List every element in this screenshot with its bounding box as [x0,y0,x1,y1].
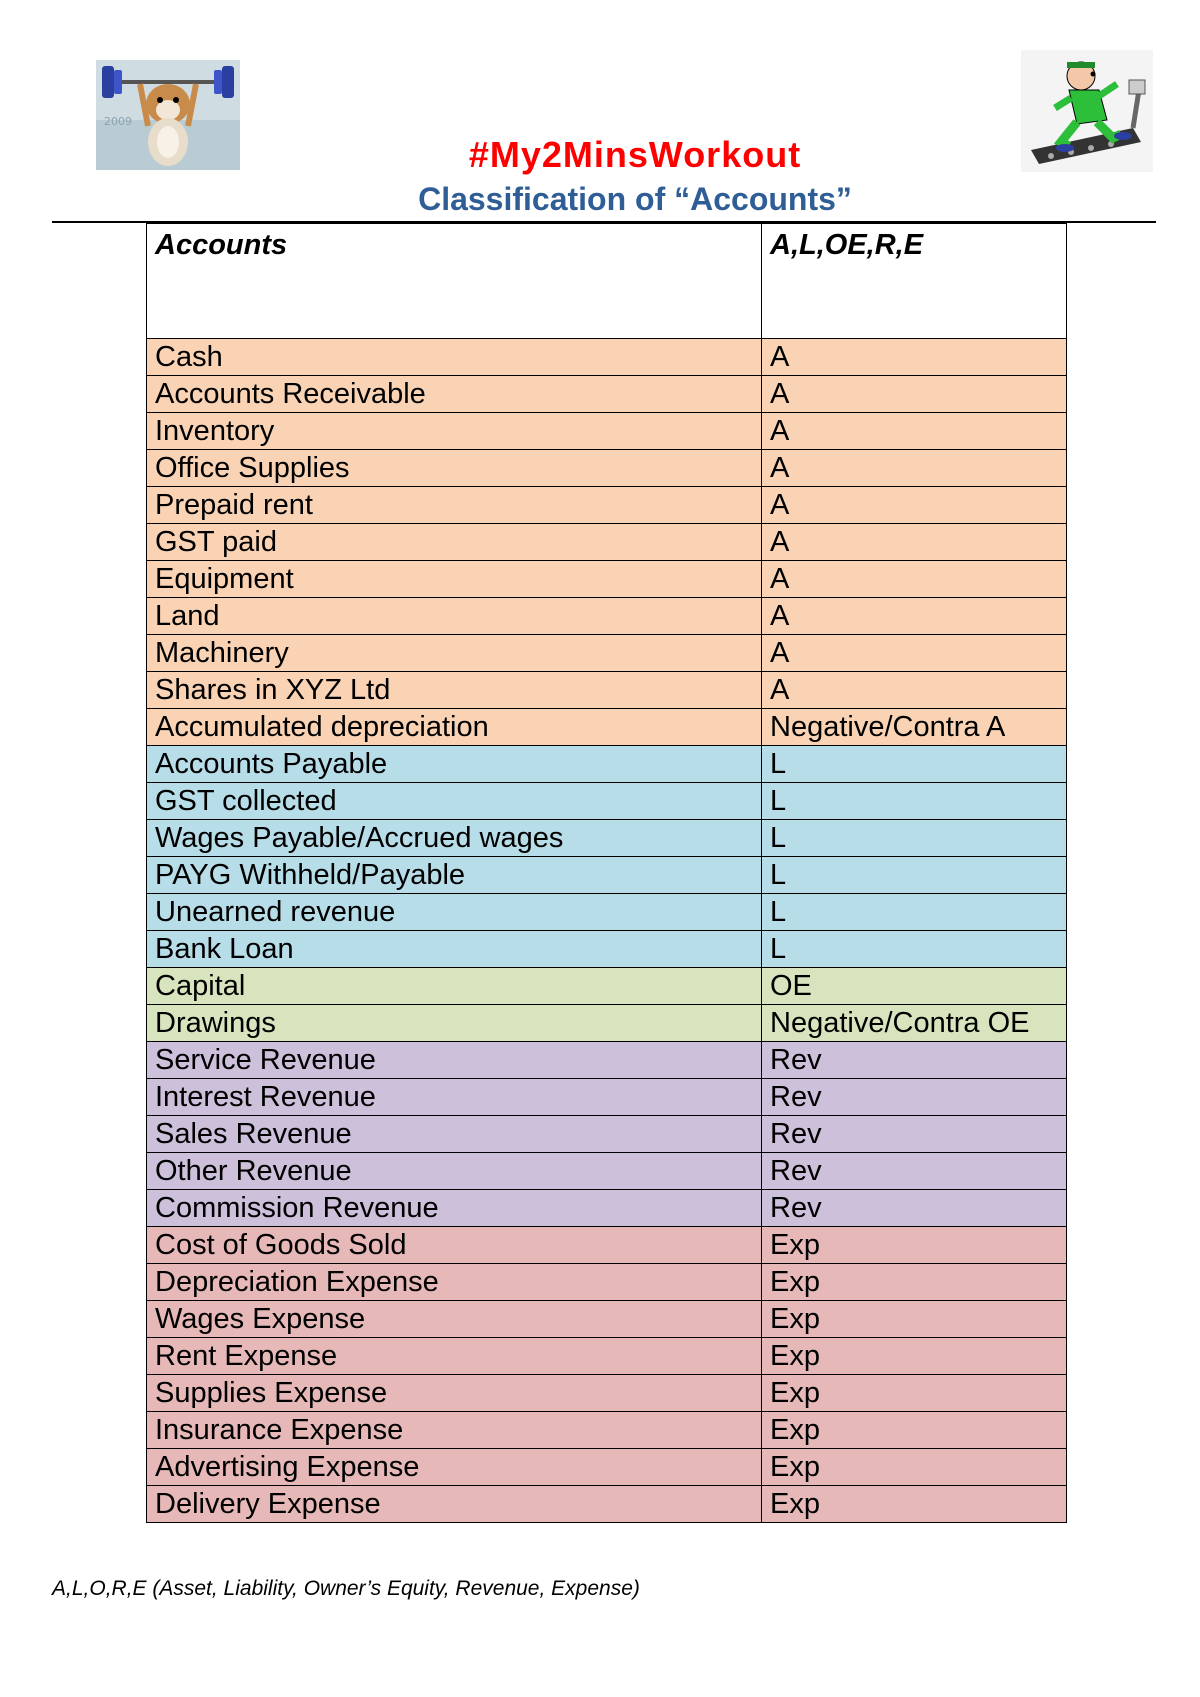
table-row [147,561,1067,598]
table-row [147,1486,1067,1523]
classification-cell: A [762,450,1067,487]
classification-cell: A [762,672,1067,709]
column-header-classification: A,L,OE,R,E [762,224,1067,339]
classification-cell: Negative/Contra A [762,709,1067,746]
classification-cell: Rev [762,1116,1067,1153]
account-name-cell: GST paid [147,524,762,561]
classification-cell: Rev [762,1153,1067,1190]
column-header-accounts: Accounts [147,224,762,339]
classification-cell: L [762,783,1067,820]
table-row [147,709,1067,746]
account-name-cell: Wages Expense [147,1301,762,1338]
classification-cell: A [762,376,1067,413]
classification-cell: Exp [762,1412,1067,1449]
classification-cell: OE [762,968,1067,1005]
account-name-cell: Inventory [147,413,762,450]
classification-cell: Exp [762,1301,1067,1338]
table-row [147,413,1067,450]
account-name-cell: Interest Revenue [147,1079,762,1116]
table-row [147,1338,1067,1375]
account-name-cell: Commission Revenue [147,1190,762,1227]
classification-cell: L [762,894,1067,931]
account-name-cell: Prepaid rent [147,487,762,524]
table-row [147,1412,1067,1449]
classification-cell: L [762,820,1067,857]
classification-cell: Exp [762,1264,1067,1301]
page-title: #My2MinsWorkout [468,134,802,175]
table-row [147,635,1067,672]
classification-cell: Exp [762,1486,1067,1523]
classification-cell: A [762,339,1067,376]
account-name-cell: Accumulated depreciation [147,709,762,746]
account-name-cell: Unearned revenue [147,894,762,931]
account-name-cell: Bank Loan [147,931,762,968]
table-row [147,672,1067,709]
account-name-cell: PAYG Withheld/Payable [147,857,762,894]
classification-cell: A [762,635,1067,672]
accounts-classification-table [146,223,1067,1523]
account-name-cell: Other Revenue [147,1153,762,1190]
account-name-cell: Supplies Expense [147,1375,762,1412]
account-name-cell: Accounts Payable [147,746,762,783]
table-row [147,1190,1067,1227]
classification-cell: Rev [762,1079,1067,1116]
table-row [147,783,1067,820]
account-name-cell: Service Revenue [147,1042,762,1079]
table-row [147,1079,1067,1116]
table-row [147,1042,1067,1079]
classification-cell: Rev [762,1042,1067,1079]
account-name-cell: Land [147,598,762,635]
table-body [147,339,1067,1523]
table-row [147,524,1067,561]
account-name-cell: Insurance Expense [147,1412,762,1449]
classification-cell: Negative/Contra OE [762,1005,1067,1042]
footnote: A,L,O,R,E (Asset, Liability, Owner’s Equity, Revenue, Expense) [52,1577,640,1600]
classification-cell: Rev [762,1190,1067,1227]
account-name-cell: Cash [147,339,762,376]
table-row [147,1153,1067,1190]
account-name-cell: Drawings [147,1005,762,1042]
table-row [147,857,1067,894]
classification-cell: L [762,746,1067,783]
table-row [147,894,1067,931]
classification-cell: A [762,413,1067,450]
classification-cell: A [762,524,1067,561]
table-row [147,1005,1067,1042]
table-row [147,1116,1067,1153]
account-name-cell: GST collected [147,783,762,820]
table-row [147,820,1067,857]
classification-cell: L [762,931,1067,968]
classification-cell: Exp [762,1449,1067,1486]
account-name-cell: Machinery [147,635,762,672]
account-name-cell: Equipment [147,561,762,598]
svg-text:2009: 2009 [104,115,132,128]
account-name-cell: Capital [147,968,762,1005]
table-row [147,1227,1067,1264]
account-name-cell: Sales Revenue [147,1116,762,1153]
table-row [147,1301,1067,1338]
account-name-cell: Office Supplies [147,450,762,487]
table-row [147,487,1067,524]
table-row [147,339,1067,376]
account-name-cell: Shares in XYZ Ltd [147,672,762,709]
table-row [147,1449,1067,1486]
account-name-cell: Accounts Receivable [147,376,762,413]
table-row [147,968,1067,1005]
table-row [147,598,1067,635]
classification-cell: Exp [762,1227,1067,1264]
classification-cell: A [762,598,1067,635]
table-row [147,376,1067,413]
classification-cell: A [762,487,1067,524]
account-name-cell: Depreciation Expense [147,1264,762,1301]
classification-cell: L [762,857,1067,894]
page-subtitle: Classification of “Accounts” [418,181,852,217]
classification-cell: A [762,561,1067,598]
account-name-cell: Wages Payable/Accrued wages [147,820,762,857]
classification-cell: Exp [762,1338,1067,1375]
table-row [147,746,1067,783]
account-name-cell: Advertising Expense [147,1449,762,1486]
account-name-cell: Delivery Expense [147,1486,762,1523]
classification-cell: Exp [762,1375,1067,1412]
table-row [147,931,1067,968]
account-name-cell: Cost of Goods Sold [147,1227,762,1264]
table-row [147,450,1067,487]
account-name-cell: Rent Expense [147,1338,762,1375]
table-row [147,1264,1067,1301]
table-row [147,1375,1067,1412]
table-header-row [147,224,1067,339]
